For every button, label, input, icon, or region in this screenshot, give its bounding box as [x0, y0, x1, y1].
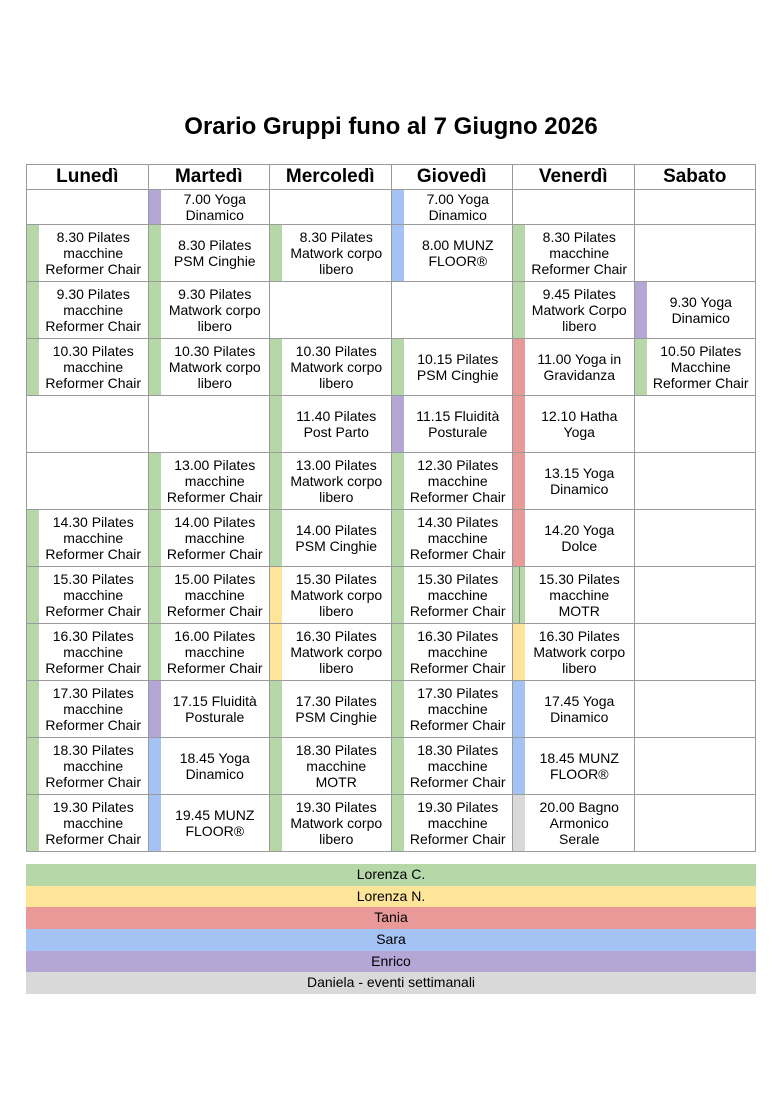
class-slot [634, 738, 756, 795]
class-slot [634, 510, 756, 567]
class-slot [27, 453, 149, 510]
class-slot [391, 282, 513, 339]
class-slot [634, 225, 756, 282]
class-slot [513, 681, 635, 738]
instructor-color-bar [27, 567, 39, 623]
class-slot [634, 567, 756, 624]
class-slot [391, 738, 513, 795]
instructor-color-bar [392, 567, 404, 623]
instructor-color-bar [270, 396, 282, 452]
class-slot [270, 567, 392, 624]
instructor-color-bar [513, 339, 525, 395]
instructor-color-bar [392, 190, 404, 224]
class-slot [148, 282, 270, 339]
schedule-row [27, 795, 756, 852]
instructor-color-bar [635, 225, 647, 281]
class-slot [634, 282, 756, 339]
class-label: 15.30 Pilates macchine Reformer Chair [409, 571, 506, 619]
instructor-color-bar [27, 190, 39, 224]
instructor-color-bar [270, 510, 282, 566]
class-label: 13.15 Yoga Dinamico [544, 465, 615, 497]
schedule-row [27, 624, 756, 681]
class-slot [27, 282, 149, 339]
instructor-color-bar [635, 510, 647, 566]
legend-item: Lorenza C. [26, 864, 756, 886]
class-slot [148, 190, 270, 225]
class-slot [513, 225, 635, 282]
class-slot [391, 190, 513, 225]
instructor-color-bar [513, 190, 525, 224]
instructor-color-bar [392, 510, 404, 566]
class-slot [391, 396, 513, 453]
class-label: 17.15 Fluidità Posturale [172, 693, 257, 725]
class-slot [513, 396, 635, 453]
class-label [647, 190, 756, 224]
class-slot [270, 510, 392, 567]
class-slot [513, 738, 635, 795]
day-header: Mercoledì [270, 165, 392, 190]
class-slot [27, 681, 149, 738]
instructor-color-bar [392, 795, 404, 851]
instructor-color-bar [27, 681, 39, 737]
class-label: 10.30 Pilates Matwork corpo libero [290, 343, 383, 391]
legend-item: Tania [26, 907, 756, 929]
schedule-row [27, 339, 756, 396]
class-label: 12.10 Hatha Yoga [541, 408, 618, 440]
class-label [647, 624, 756, 680]
schedule-row [27, 282, 756, 339]
class-slot [634, 681, 756, 738]
day-header: Venerdì [513, 165, 635, 190]
instructor-color-bar [149, 190, 161, 224]
class-slot [513, 453, 635, 510]
schedule-row [27, 190, 756, 225]
class-label: 10.15 Pilates PSM Cinghie [416, 351, 499, 383]
class-label: 18.30 Pilates macchine MOTR [295, 742, 377, 790]
instructor-color-bar [270, 681, 282, 737]
class-slot [270, 738, 392, 795]
class-label: 19.30 Pilates macchine Reformer Chair [45, 799, 142, 847]
class-label: 14.30 Pilates macchine Reformer Chair [45, 514, 142, 562]
class-label: 14.20 Yoga Dolce [544, 522, 615, 554]
schedule-row [27, 453, 756, 510]
instructor-color-bar [270, 339, 282, 395]
instructor-color-bar [635, 681, 647, 737]
instructor-color-bar [270, 624, 282, 680]
class-label: 13.00 Pilates macchine Reformer Chair [166, 457, 263, 505]
class-slot [513, 624, 635, 681]
instructor-color-bar [149, 510, 161, 566]
class-label: 16.00 Pilates macchine Reformer Chair [166, 628, 263, 676]
instructor-color-bar [149, 225, 161, 281]
class-slot [391, 225, 513, 282]
class-label [647, 510, 756, 566]
instructor-color-bar [149, 567, 161, 623]
instructor-color-bar [149, 795, 161, 851]
class-slot [391, 339, 513, 396]
schedule-row [27, 510, 756, 567]
class-slot [270, 681, 392, 738]
class-slot [270, 396, 392, 453]
class-label [282, 282, 391, 338]
instructor-color-bar [513, 510, 525, 566]
class-slot [270, 453, 392, 510]
instructor-color-bar [392, 681, 404, 737]
instructor-legend [26, 864, 756, 994]
instructor-color-bar [635, 396, 647, 452]
instructor-color-bar [149, 453, 161, 509]
instructor-color-bar [149, 738, 161, 794]
class-label: 18.30 Pilates macchine Reformer Chair [45, 742, 142, 790]
class-label [647, 453, 756, 509]
class-label: 14.00 Pilates PSM Cinghie [295, 522, 378, 554]
class-slot [391, 681, 513, 738]
class-slot [391, 795, 513, 852]
instructor-color-bar [27, 453, 39, 509]
legend-item: Lorenza N. [26, 886, 756, 908]
instructor-color-bar [635, 190, 647, 224]
instructor-color-bar [513, 567, 525, 623]
instructor-color-bar [635, 453, 647, 509]
class-label: 14.30 Pilates macchine Reformer Chair [409, 514, 506, 562]
instructor-color-bar [513, 681, 525, 737]
class-slot [27, 339, 149, 396]
instructor-color-bar [635, 282, 647, 338]
schedule-row [27, 681, 756, 738]
class-label: 9.30 Yoga Dinamico [669, 294, 732, 326]
class-label: 13.00 Pilates Matwork corpo libero [290, 457, 383, 505]
instructor-color-bar [270, 190, 282, 224]
class-label [39, 453, 148, 509]
instructor-color-bar [513, 738, 525, 794]
class-label [404, 282, 513, 338]
class-label: 15.00 Pilates macchine Reformer Chair [166, 571, 263, 619]
class-slot [634, 339, 756, 396]
instructor-color-bar [513, 282, 525, 338]
class-slot [513, 510, 635, 567]
instructor-color-bar [27, 282, 39, 338]
instructor-color-bar [513, 396, 525, 452]
class-slot [148, 339, 270, 396]
class-slot [634, 624, 756, 681]
schedule-row [27, 225, 756, 282]
class-label: 8.30 Pilates macchine Reformer Chair [45, 229, 142, 277]
instructor-color-bar [270, 567, 282, 623]
class-slot [634, 453, 756, 510]
class-slot [27, 190, 149, 225]
class-slot [391, 624, 513, 681]
class-label: 19.30 Pilates Matwork corpo libero [290, 799, 383, 847]
class-slot [27, 396, 149, 453]
instructor-color-bar [513, 624, 525, 680]
class-slot [148, 396, 270, 453]
class-label: 9.45 Pilates Matwork Corpo libero [531, 286, 627, 334]
instructor-color-bar [270, 225, 282, 281]
instructor-color-bar [27, 396, 39, 452]
class-slot [513, 339, 635, 396]
class-label: 12.30 Pilates macchine Reformer Chair [409, 457, 506, 505]
class-slot [634, 795, 756, 852]
class-label [647, 225, 756, 281]
class-slot [148, 681, 270, 738]
day-header: Lunedì [27, 165, 149, 190]
class-label: 11.15 Fluidità Posturale [416, 408, 500, 440]
class-slot [634, 396, 756, 453]
schedule-row [27, 396, 756, 453]
schedule-table [26, 164, 756, 852]
class-slot [27, 624, 149, 681]
class-slot [27, 510, 149, 567]
legend-item: Sara [26, 929, 756, 951]
class-label [647, 396, 756, 452]
class-slot [148, 225, 270, 282]
class-slot [148, 567, 270, 624]
class-slot [391, 567, 513, 624]
legend-item: Daniela - eventi settimanali [26, 972, 756, 994]
class-slot [27, 738, 149, 795]
instructor-color-bar [149, 282, 161, 338]
class-slot [270, 190, 392, 225]
day-header: Sabato [634, 165, 756, 190]
class-label: 15.30 Pilates macchine Reformer Chair [45, 571, 142, 619]
class-label: 17.30 Pilates macchine Reformer Chair [409, 685, 506, 733]
instructor-color-bar [513, 225, 525, 281]
instructor-color-bar [149, 681, 161, 737]
class-label [161, 396, 270, 452]
class-label [282, 190, 391, 224]
instructor-color-bar [270, 738, 282, 794]
class-slot [513, 190, 635, 225]
class-label: 19.30 Pilates macchine Reformer Chair [409, 799, 506, 847]
class-slot [148, 510, 270, 567]
day-header-row [27, 165, 756, 190]
class-label: 9.30 Pilates macchine Reformer Chair [45, 286, 142, 334]
instructor-color-bar [392, 225, 404, 281]
class-label: 7.00 Yoga Dinamico [183, 191, 246, 223]
class-label: 19.45 MUNZ FLOOR® [175, 807, 255, 839]
instructor-color-bar [392, 453, 404, 509]
class-slot [27, 795, 149, 852]
schedule-row [27, 567, 756, 624]
day-header: Martedì [148, 165, 270, 190]
class-label: 17.30 Pilates PSM Cinghie [295, 693, 378, 725]
instructor-color-bar [513, 453, 525, 509]
class-slot [27, 225, 149, 282]
instructor-color-bar [27, 339, 39, 395]
class-label [525, 190, 634, 224]
class-slot [27, 567, 149, 624]
instructor-color-bar [149, 339, 161, 395]
instructor-color-bar [392, 624, 404, 680]
instructor-color-bar [149, 396, 161, 452]
instructor-color-bar [635, 738, 647, 794]
class-label: 10.30 Pilates macchine Reformer Chair [45, 343, 142, 391]
instructor-color-bar [513, 795, 525, 851]
instructor-color-bar [149, 624, 161, 680]
class-slot [513, 567, 635, 624]
class-label: 8.00 MUNZ FLOOR® [421, 237, 494, 269]
class-slot [148, 624, 270, 681]
class-slot [270, 225, 392, 282]
instructor-color-bar [392, 396, 404, 452]
class-slot [148, 738, 270, 795]
class-label: 17.30 Pilates macchine Reformer Chair [45, 685, 142, 733]
instructor-color-bar [392, 339, 404, 395]
class-label: 16.30 Pilates macchine Reformer Chair [45, 628, 142, 676]
instructor-color-bar [635, 795, 647, 851]
class-slot [634, 190, 756, 225]
class-label: 8.30 Pilates PSM Cinghie [173, 237, 256, 269]
class-slot [148, 795, 270, 852]
class-label: 16.30 Pilates macchine Reformer Chair [409, 628, 506, 676]
class-label: 16.30 Pilates Matwork corpo libero [533, 628, 626, 676]
schedule-row [27, 738, 756, 795]
instructor-color-bar [27, 795, 39, 851]
instructor-color-bar [27, 624, 39, 680]
class-label: 18.45 Yoga Dinamico [179, 750, 250, 782]
class-slot [270, 339, 392, 396]
page-title: Orario Gruppi funo al 7 Giugno 2026 [184, 113, 598, 140]
class-label: 18.45 MUNZ FLOOR® [539, 750, 619, 782]
class-label: 11.40 Pilates Post Parto [296, 408, 377, 440]
class-label [647, 681, 756, 737]
class-label [647, 567, 756, 623]
class-slot [148, 453, 270, 510]
class-slot [270, 795, 392, 852]
instructor-color-bar [635, 624, 647, 680]
class-label: 10.50 Pilates Macchine Reformer Chair [652, 343, 749, 391]
class-label: 15.30 Pilates macchine MOTR [538, 571, 620, 619]
class-label: 14.00 Pilates macchine Reformer Chair [166, 514, 263, 562]
instructor-color-bar [270, 795, 282, 851]
instructor-color-bar [27, 738, 39, 794]
class-label: 8.30 Pilates Matwork corpo libero [290, 229, 383, 277]
instructor-color-bar [635, 339, 647, 395]
class-slot [513, 795, 635, 852]
instructor-color-bar [270, 282, 282, 338]
class-label: 20.00 Bagno Armonico Serale [539, 799, 619, 847]
class-slot [391, 510, 513, 567]
class-label [647, 795, 756, 851]
class-slot [391, 453, 513, 510]
legend-item: Enrico [26, 951, 756, 973]
class-label: 11.00 Yoga in Gravidanza [537, 351, 622, 383]
class-label: 7.00 Yoga Dinamico [426, 191, 489, 223]
instructor-color-bar [392, 738, 404, 794]
class-label: 10.30 Pilates Matwork corpo libero [168, 343, 261, 391]
class-label: 9.30 Pilates Matwork corpo libero [168, 286, 261, 334]
instructor-color-bar [27, 225, 39, 281]
instructor-color-bar [635, 567, 647, 623]
instructor-color-bar [392, 282, 404, 338]
class-label [39, 190, 148, 224]
instructor-color-bar [270, 453, 282, 509]
day-header: Giovedì [391, 165, 513, 190]
class-label: 8.30 Pilates macchine Reformer Chair [531, 229, 628, 277]
class-label: 17.45 Yoga Dinamico [544, 693, 615, 725]
class-label: 15.30 Pilates Matwork corpo libero [290, 571, 383, 619]
class-slot [270, 624, 392, 681]
schedule-body [27, 190, 756, 852]
class-label [39, 396, 148, 452]
class-label: 18.30 Pilates macchine Reformer Chair [409, 742, 506, 790]
class-label: 16.30 Pilates Matwork corpo libero [290, 628, 383, 676]
class-slot [513, 282, 635, 339]
class-label [647, 738, 756, 794]
instructor-color-bar [27, 510, 39, 566]
class-slot [270, 282, 392, 339]
